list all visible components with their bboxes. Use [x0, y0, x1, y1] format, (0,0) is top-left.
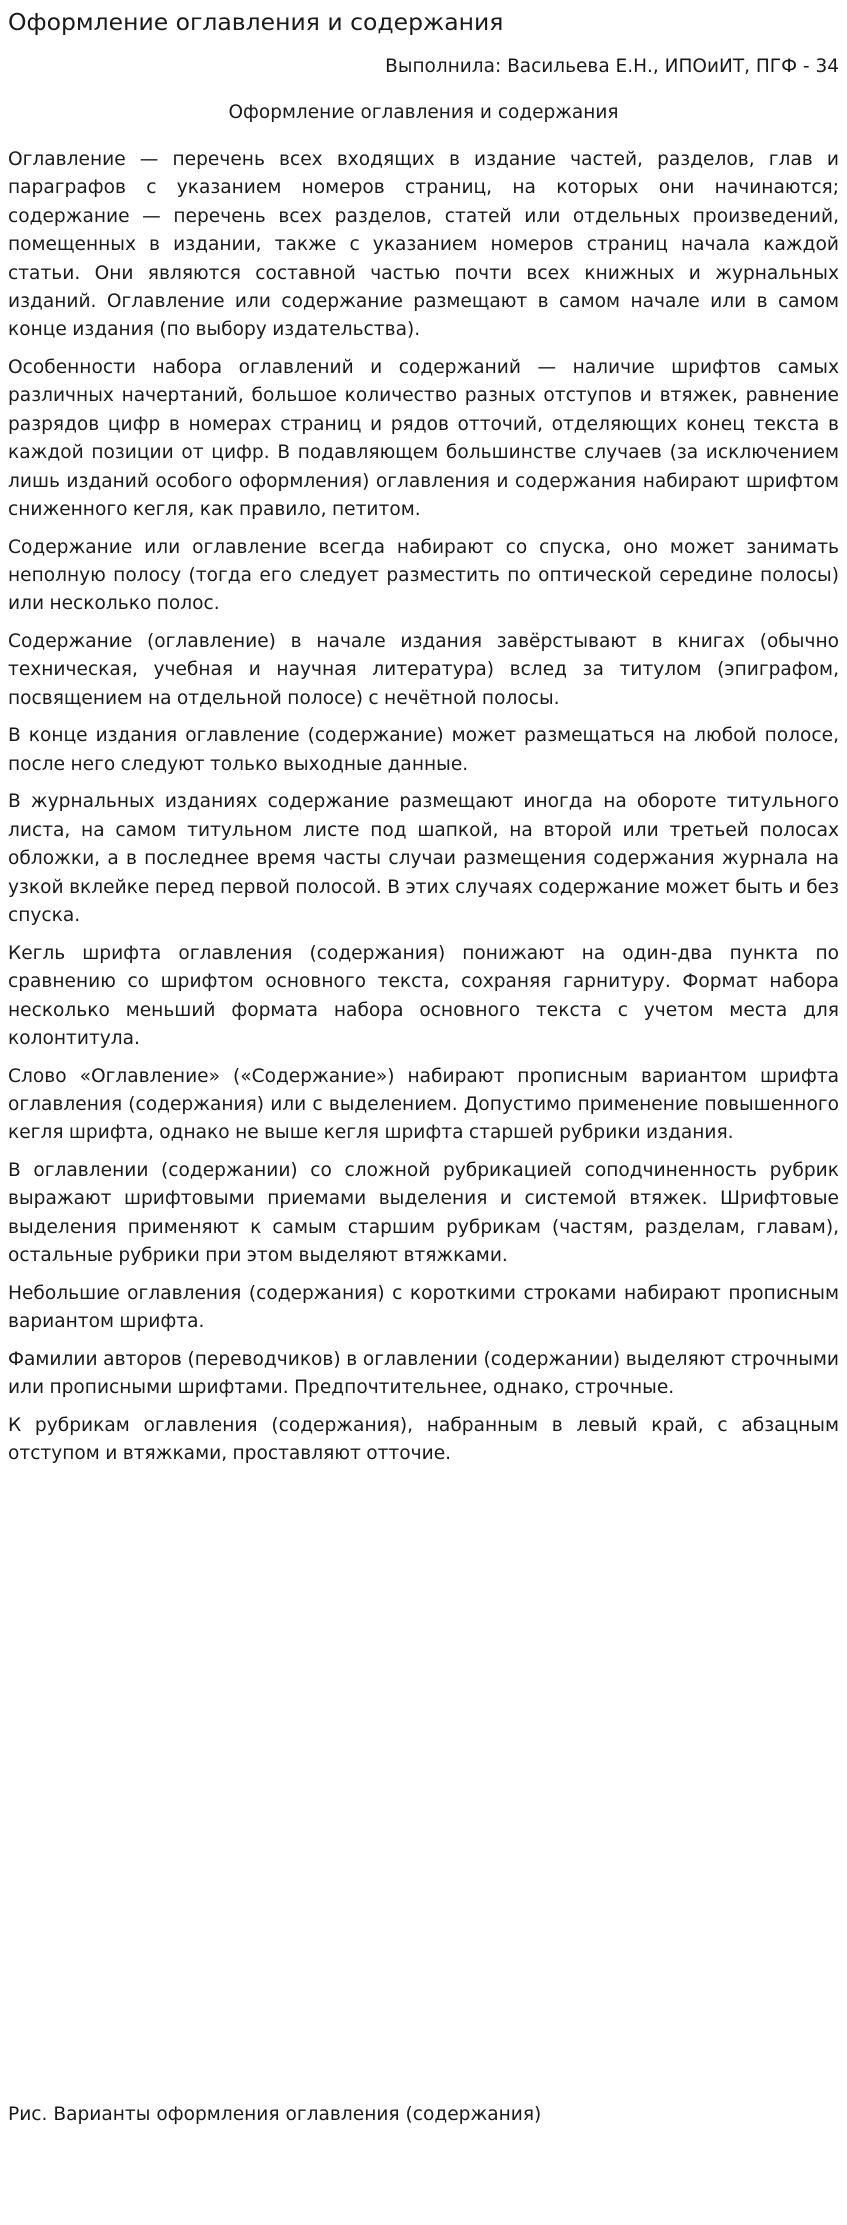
- document-subtitle: Оформление оглавления и содержания: [228, 102, 619, 123]
- author-line: Выполнила: Васильева Е.Н., ИПОиИТ, ПГФ - 34: [385, 56, 839, 77]
- paragraph: К рубрикам оглавления (содержания), набранным в левый край, с абзацным отступом и втяжками, проставляют отточие.: [8, 1414, 839, 1465]
- document-page: [8, 0, 839, 1478]
- paragraph: Содержание (оглавление) в начале издания завёрстывают в книгах (обычно техническая, учебная и научная литература) вслед за титулом (эпиграфом, посвящением на отдельной полосе) с нечётной полосы.: [8, 631, 839, 709]
- body-text: [8, 146, 839, 1469]
- paragraph: Особенности набора оглавлений и содержаний — наличие шрифтов самых различных начертаний, большое количество разных отступов и втяжек, равнение разрядов цифр в номерах страниц и рядов отточий, отделяющих конец текста в каждой позиции от цифр. В подавляющем большинстве случаев (за исключением лишь изданий особого оформления) оглавления и содержания набирают шрифтом сниженного кегля, как правило, петитом.: [8, 357, 839, 521]
- paragraph: Оглавление — перечень всех входящих в издание частей, разделов, глав и параграфов с указанием номеров страниц, на которых они начинаются; содержание — перечень всех разделов, статей или отдельных произведений, помещенных в издании, также с указанием номеров страниц начала каждой статьи. Они являются составной частью почти всех книжных и журнальных изданий. Оглавление или содержание размещают в самом начале или в самом конце издания (по выбору издательства).: [8, 149, 839, 341]
- paragraph: Кегль шрифта оглавления (содержания) понижают на один-два пункта по сравнению со шрифтом основного текста, сохраняя гарнитуру. Формат набора несколько меньший формата набора основного текста с учетом места для колонтитула.: [8, 942, 839, 1049]
- paragraph: Содержание или оглавление всегда набирают со спуска, оно может занимать неполную полосу (тогда его следует разместить по оптической середине полосы) или несколько полос.: [8, 536, 839, 615]
- paragraph: В конце издания оглавление (содержание) может размещаться на любой полосе, после него следуют только выходные данные.: [8, 725, 839, 775]
- document-title: Оформление оглавления и содержания: [8, 8, 504, 36]
- figure-caption: Рис. Варианты оформления оглавления (содержания): [8, 2104, 542, 2125]
- paragraph: В оглавлении (содержании) со сложной рубрикацией соподчиненность рубрик выражают шрифтовыми приемами выделения и системой втяжек. Шрифтовые выделения применяют к самым старшим рубрикам (частям, разделам, главам), остальные рубрики при этом выделяют втяжками.: [8, 1159, 839, 1267]
- paragraph: В журнальных изданиях содержание размещают иногда на обороте титульного листа, на самом титульном листе под шапкой, на второй или третьей полосах обложки, а в последнее время часты случаи размещения содержания журнала на узкой вклейке перед первой полосой. В этих случаях содержание может быть и без спуска.: [8, 791, 839, 927]
- paragraph: Слово «Оглавление» («Содержание») набирают прописным вариантом шрифта оглавления (содержания) или с выделением. Допустимо применение повышенного кегля шрифта, однако не выше кегля шрифта старшей рубрики издания.: [8, 1065, 839, 1144]
- paragraph: Небольшие оглавления (содержания) с короткими строками набирают прописным вариантом шрифта.: [8, 1282, 839, 1333]
- figure-placeholder: [0, 1490, 831, 2085]
- paragraph: Фамилии авторов (переводчиков) в оглавлении (содержании) выделяют строчными или прописными шрифтами. Предпочтительнее, однако, строчные.: [8, 1348, 839, 1399]
